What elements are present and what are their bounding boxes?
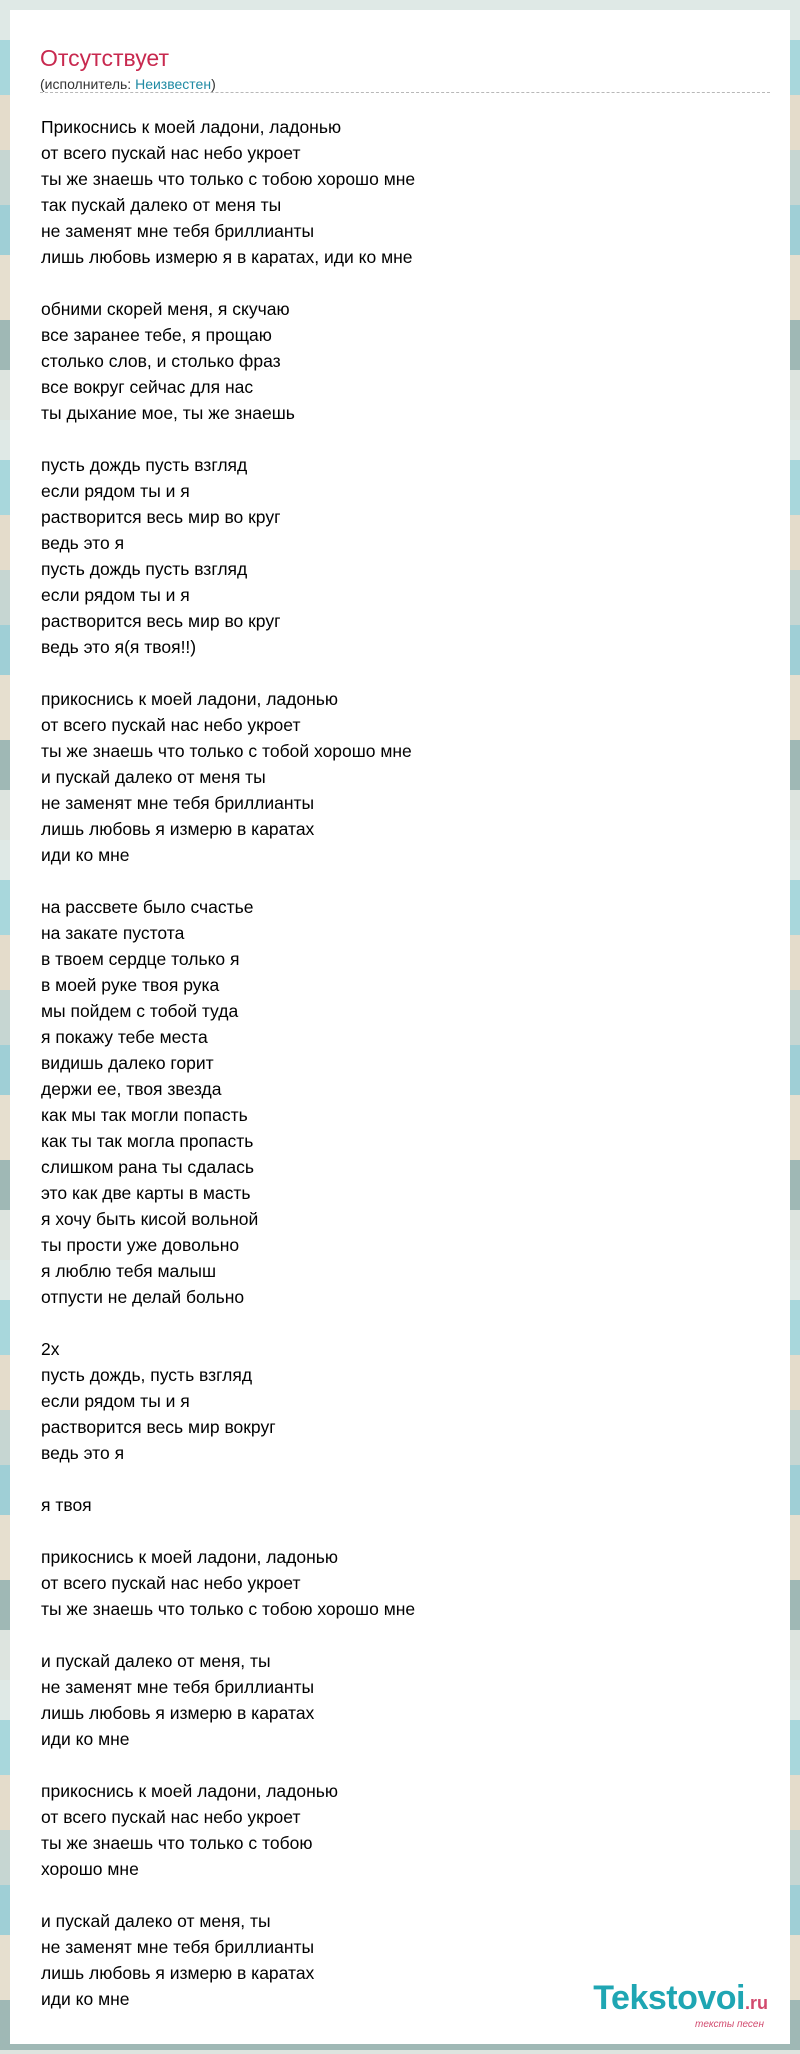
lyrics-line: я твоя <box>41 1495 92 1515</box>
lyrics-line: ведь это я <box>41 533 125 553</box>
lyrics-line: не заменят мне тебя бриллианты <box>41 1937 315 1957</box>
lyrics-line: видишь далеко горит <box>41 1053 214 1073</box>
logo-name: Tekstovoi <box>593 1979 745 2017</box>
lyrics-line: так пускай далеко от меня ты <box>41 195 282 215</box>
lyrics-line: пусть дождь, пусть взгляд <box>41 1365 253 1385</box>
lyrics-line: отпусти не делай больно <box>41 1287 245 1307</box>
logo-icon <box>593 1980 768 2021</box>
lyrics-line: растворится весь мир вокруг <box>41 1417 276 1437</box>
lyrics-line: на закате пустота <box>41 923 185 943</box>
lyrics-line: прикоснись к моей ладони, ладонью <box>41 1547 338 1567</box>
lyrics-line: от всего пускай нас небо укроет <box>41 1807 301 1827</box>
lyrics-blank-line <box>41 426 761 452</box>
lyrics-line: пусть дождь пусть взгляд <box>41 559 248 579</box>
lyrics-line: прикоснись к моей ладони, ладонью <box>41 1781 338 1801</box>
site-logo[interactable] <box>593 1980 768 2030</box>
lyrics-line: в твоем сердце только я <box>41 949 240 969</box>
artist-byline <box>40 75 770 93</box>
lyrics-line: ты же знаешь что только с тобою хорошо мне <box>41 169 416 189</box>
lyrics-blank-line <box>41 1622 761 1648</box>
lyrics-line: пусть дождь пусть взгляд <box>41 455 248 475</box>
lyrics-line: мы пойдем с тобой туда <box>41 1001 239 1021</box>
lyrics-line: лишь любовь я измерю в каратах <box>41 1703 315 1723</box>
lyrics-line: от всего пускай нас небо укроет <box>41 715 301 735</box>
lyrics-line: от всего пускай нас небо укроет <box>41 143 301 163</box>
lyrics-line: держи ее, твоя звезда <box>41 1079 222 1099</box>
lyrics-line: я покажу тебе места <box>41 1027 208 1047</box>
lyrics-line: иди ко мне <box>41 1989 130 2009</box>
lyrics-line: и пускай далеко от меня, ты <box>41 1911 271 1931</box>
lyrics-line: ведь это я <box>41 1443 125 1463</box>
lyrics-line: на рассвете было счастье <box>41 897 254 917</box>
lyrics-line: лишь любовь я измерю в каратах <box>41 1963 315 1983</box>
lyrics-blank-line <box>41 1466 761 1492</box>
lyrics-line: ты дыхание мое, ты же знаешь <box>41 403 295 423</box>
lyrics-line: я люблю тебя малыш <box>41 1261 217 1281</box>
lyrics-line: растворится весь мир во круг <box>41 507 281 527</box>
lyrics-line: лишь любовь я измерю в каратах <box>41 819 315 839</box>
lyrics-line: как ты так могла пропасть <box>41 1131 254 1151</box>
lyrics-line: ты прости уже довольно <box>41 1235 240 1255</box>
song-header <box>40 44 770 93</box>
artist-suffix: ) <box>211 76 216 92</box>
lyrics-blank-line <box>41 1518 761 1544</box>
lyrics-line: все заранее тебе, я прощаю <box>41 325 272 345</box>
lyrics-line: лишь любовь измерю я в каратах, иди ко мне <box>41 247 413 267</box>
lyrics-card <box>10 10 790 2044</box>
lyrics-line: иди ко мне <box>41 1729 130 1749</box>
lyrics-line: я хочу быть кисой вольной <box>41 1209 259 1229</box>
lyrics-line: ведь это я(я твоя!!) <box>41 637 197 657</box>
lyrics-line: в моей руке твоя рука <box>41 975 220 995</box>
lyrics-line: если рядом ты и я <box>41 1391 190 1411</box>
lyrics-line: 2х <box>41 1339 60 1359</box>
lyrics-line: слишком рана ты сдалась <box>41 1157 254 1177</box>
lyrics-line: Прикоснись к моей ладони, ладонью <box>41 117 342 137</box>
header-divider <box>40 92 770 93</box>
lyrics-line: прикоснись к моей ладони, ладонью <box>41 689 338 709</box>
lyrics-blank-line <box>41 868 761 894</box>
lyrics-line: это как две карты в масть <box>41 1183 251 1203</box>
lyrics-blank-line <box>41 1882 761 1908</box>
lyrics-line: как мы так могли попасть <box>41 1105 248 1125</box>
song-title: Отсутствует <box>40 45 169 71</box>
lyrics-line: растворится весь мир во круг <box>41 611 281 631</box>
lyrics-line: столько слов, и столько фраз <box>41 351 281 371</box>
lyrics-line: и пускай далеко от меня, ты <box>41 1651 271 1671</box>
lyrics-line: ты же знаешь что только с тобою хорошо мне <box>41 1599 416 1619</box>
lyrics-line: не заменят мне тебя бриллианты <box>41 1677 315 1697</box>
lyrics-line: все вокруг сейчас для нас <box>41 377 254 397</box>
lyrics-blank-line <box>41 1752 761 1778</box>
lyrics-line: если рядом ты и я <box>41 585 190 605</box>
artist-link[interactable]: Неизвестен <box>135 76 212 92</box>
logo-tagline: тексты песен <box>695 2019 764 2030</box>
lyrics-blank-line <box>41 270 761 296</box>
lyrics-line: хорошо мне <box>41 1859 139 1879</box>
lyrics-body <box>41 114 761 2012</box>
lyrics-line: обними скорей меня, я скучаю <box>41 299 290 319</box>
logo-tld: .ru <box>744 1993 768 2013</box>
lyrics-line: и пускай далеко от меня ты <box>41 767 266 787</box>
lyrics-line: не заменят мне тебя бриллианты <box>41 793 315 813</box>
lyrics-line: ты же знаешь что только с тобой хорошо мне <box>41 741 412 761</box>
lyrics-line: иди ко мне <box>41 845 130 865</box>
lyrics-blank-line <box>41 660 761 686</box>
lyrics-line: от всего пускай нас небо укроет <box>41 1573 301 1593</box>
artist-prefix: (исполнитель: <box>40 76 136 92</box>
lyrics-line: ты же знаешь что только с тобою <box>41 1833 313 1853</box>
lyrics-blank-line <box>41 1310 761 1336</box>
lyrics-line: не заменят мне тебя бриллианты <box>41 221 315 241</box>
lyrics-line: если рядом ты и я <box>41 481 190 501</box>
